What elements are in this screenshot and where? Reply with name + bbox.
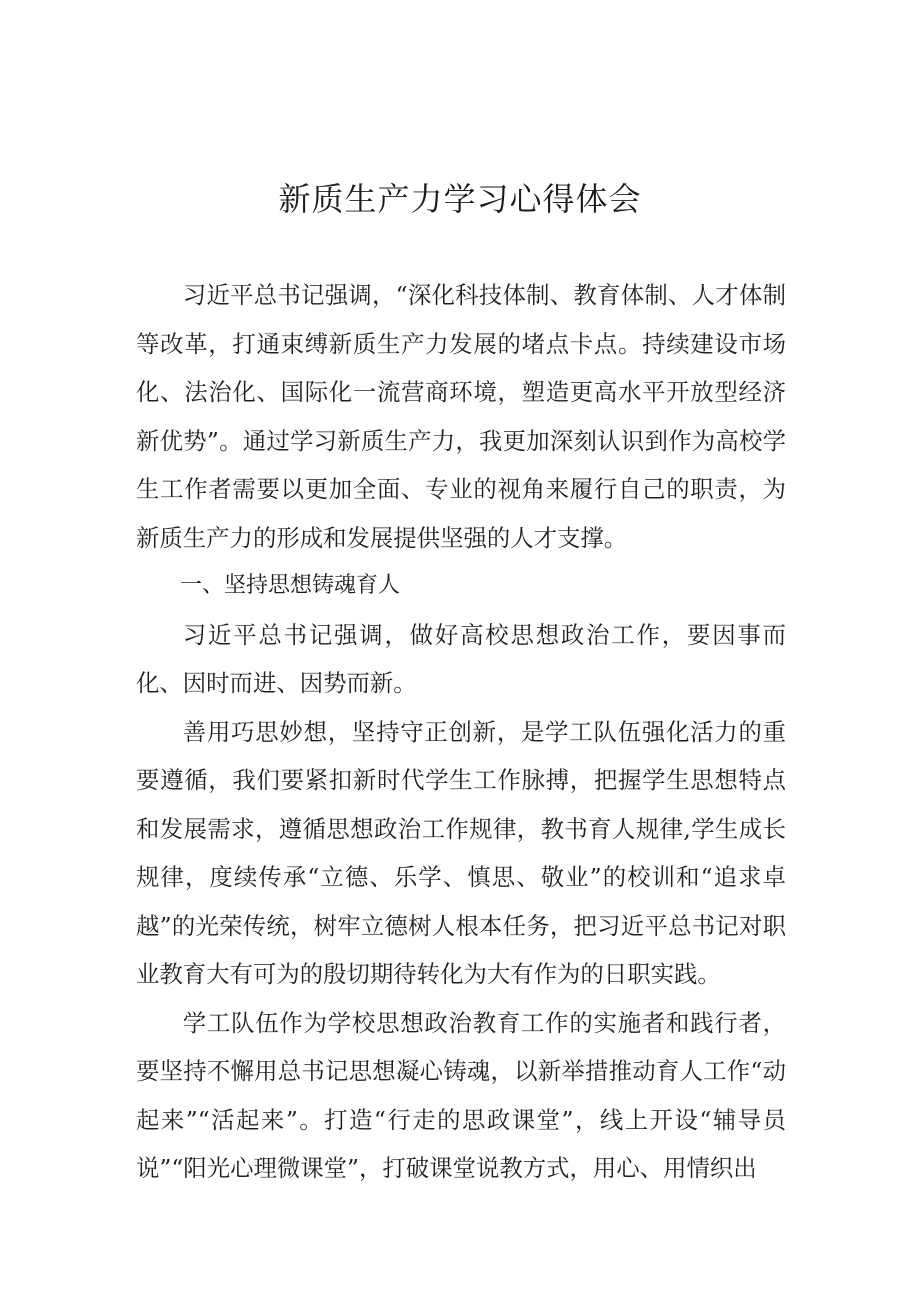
paragraph-section1-practice: 善用巧思妙想，坚持守正创新，是学工队伍强化活力的重要遵循，我们要紧扣新时代学生工作脉搏，把握学生思想特点和发展需求，遵循思想政治工作规律，教书育人规律,学生成长规律，度续传承“立德、乐学、慎思、敬业”的校训和“追求卓越”的光荣传统，树牢立德树人根本任务，把习近平总书记对职业教育大有可为的殷切期待转化为大有作为的日职实践。 — [136, 717, 786, 988]
paragraph-section1-team: 学工队伍作为学校思想政治教育工作的实施者和践行者，要坚持不懈用总书记思想凝心铸魂，以新举措推动育人工作“动起来”“活起来”。打造“行走的思政课堂”，线上开设“辅导员说”“阳光心理微课堂”，打破课堂说教方式，用心、用情织出 — [136, 1008, 786, 1182]
document-body — [136, 271, 786, 1193]
paragraph-section1-quote: 习近平总书记强调，做好高校思想政治工作，要因事而化、因时而进、因势而新。 — [136, 620, 786, 697]
document-title: 新质生产力学习心得体会 — [278, 180, 642, 218]
section-heading-1: 一、坚持思想铸魂育人 — [180, 573, 401, 598]
paragraph-intro: 习近平总书记强调，“深化科技体制、教育体制、人才体制等改革，打通束缚新质生产力发展的堵点卡点。持续建设市场化、法治化、国际化一流营商环境，塑造更高水平开放型经济新优势”。通过学习新质生产力，我更加深刻认识到作为高校学生工作者需要以更加全面、专业的视角来履行自己的职责，为新质生产力的形成和发展提供坚强的人才支撑。 — [136, 281, 786, 552]
